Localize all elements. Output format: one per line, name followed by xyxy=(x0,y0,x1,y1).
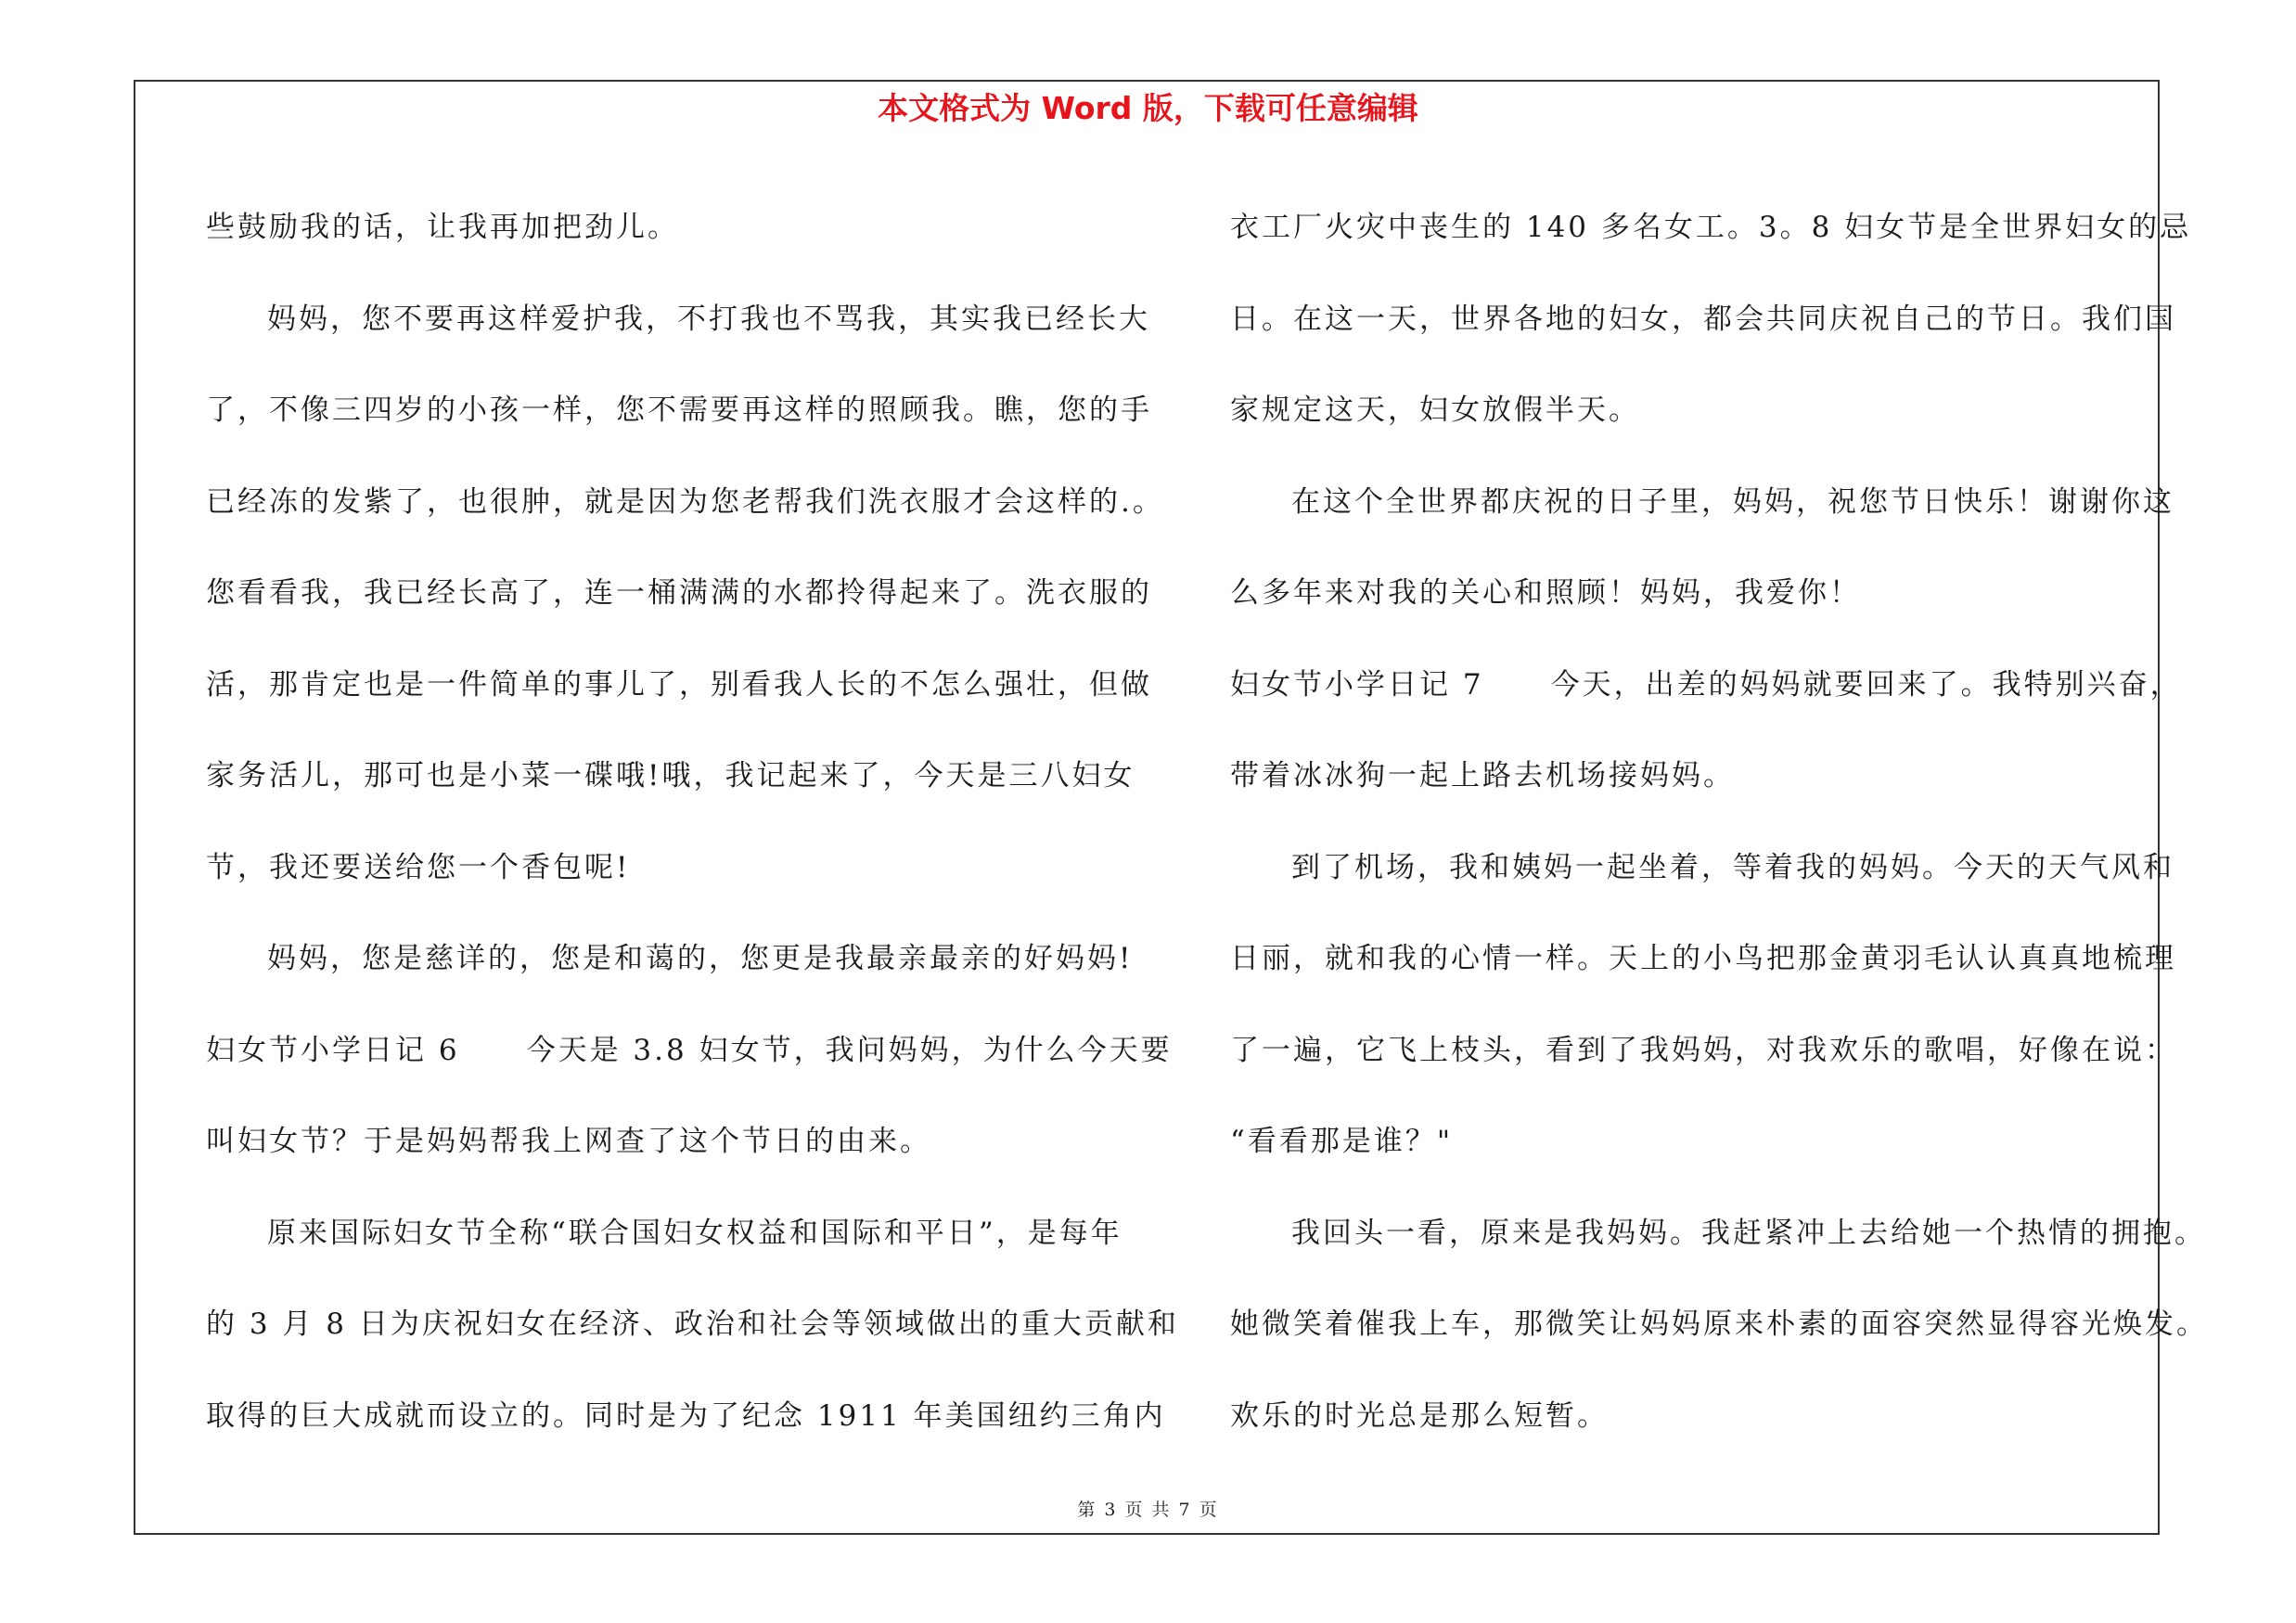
text-line: “看看那是谁？" xyxy=(1230,1125,1454,1158)
text-line: 了一遍，它飞上枝头，看到了我妈妈，对我欢乐的歌唱，好像在说： xyxy=(1230,1033,2176,1067)
text-line: 了，不像三四岁的小孩一样，您不需要再这样的照顾我。瞧，您的手 xyxy=(206,393,1152,427)
text-line: 我回头一看，原来是我妈妈。我赶紧冲上去给她一个热情的拥抱。 xyxy=(1291,1216,2206,1250)
text-line: 家规定这天，妇女放假半天。 xyxy=(1230,393,1640,427)
text-line: 衣工厂火灾中丧生的 140 多名女工。3。8 妇女节是全世界妇女的忌 xyxy=(1230,211,2192,244)
diary-heading-7: 妇女节小学日记 7 xyxy=(1230,667,1484,702)
text-line: 日丽，就和我的心情一样。天上的小鸟把那金黄羽毛认认真真地梳理 xyxy=(1230,942,2176,975)
text-line: 的 3 月 8 日为庆祝妇女在经济、政治和社会等领域做出的重大贡献和 xyxy=(206,1307,1179,1341)
text-line: 活，那肯定也是一件简单的事儿了，别看我人长的不怎么强壮，但做 xyxy=(206,667,1152,702)
text-line: 欢乐的时光总是那么短暂。 xyxy=(1230,1398,1609,1433)
text-line: 她微笑着催我上车，那微笑让妈妈原来朴素的面容突然显得容光焕发。 xyxy=(1230,1307,2208,1341)
diary-heading-6: 妇女节小学日记 6 xyxy=(206,1033,460,1067)
text-line: 到了机场，我和姨妈一起坐着，等着我的妈妈。今天的天气风和 xyxy=(1291,850,2174,884)
text-line: 已经冻的发紫了，也很肿，就是因为您老帮我们洗衣服才会这样的.。 xyxy=(206,484,1164,519)
text-line: 您看看我，我已经长高了，连一桶满满的水都拎得起来了。洗衣服的 xyxy=(206,576,1152,610)
text-line: 妈妈，您不要再这样爱护我，不打我也不骂我，其实我已经长大 xyxy=(267,302,1150,336)
format-banner: 本文格式为 Word 版，下载可任意编辑 xyxy=(878,90,1418,126)
diary-entry-line xyxy=(206,1005,1173,1097)
text-line: 叫妇女节？于是妈妈帮我上网查了这个节日的由来。 xyxy=(206,1125,931,1158)
left-column xyxy=(206,182,1179,1462)
text-line: 取得的巨大成就而设立的。同时是为了纪念 1911 年美国纽约三角内 xyxy=(206,1398,1166,1433)
text-line: 么多年来对我的关心和照顾！妈妈，我爱你！ xyxy=(1230,576,1861,610)
text-line: 妈妈，您是慈详的，您是和蔼的，您更是我最亲最亲的好妈妈! xyxy=(267,942,1134,975)
text-line: 原来国际妇女节全称“联合国妇女权益和国际和平日”，是每年 xyxy=(267,1216,1122,1250)
text-line: 家务活儿，那可也是小菜一碟哦!哦，我记起来了，今天是三八妇女 xyxy=(206,759,1135,792)
right-column xyxy=(1230,182,2208,1462)
text-line: 日。在这一天，世界各地的妇女，都会共同庆祝自己的节日。我们国 xyxy=(1230,302,2176,336)
page-number: 第 3 页 共 7 页 xyxy=(1077,1500,1219,1520)
diary-entry-line xyxy=(1230,639,2182,731)
text-line: 些鼓励我的话，让我再加把劲儿。 xyxy=(206,211,679,244)
text-line: 今天，出差的妈妈就要回来了。我特别兴奋， xyxy=(1550,667,2182,702)
text-line: 节，我还要送给您一个香包呢! xyxy=(206,850,631,884)
text-line: 带着冰冰狗一起上路去机场接妈妈。 xyxy=(1230,759,1735,792)
text-line: 在这个全世界都庆祝的日子里，妈妈，祝您节日快乐！谢谢你这 xyxy=(1291,484,2174,519)
text-line: 今天是 3.8 妇女节，我问妈妈，为什么今天要 xyxy=(526,1033,1173,1067)
